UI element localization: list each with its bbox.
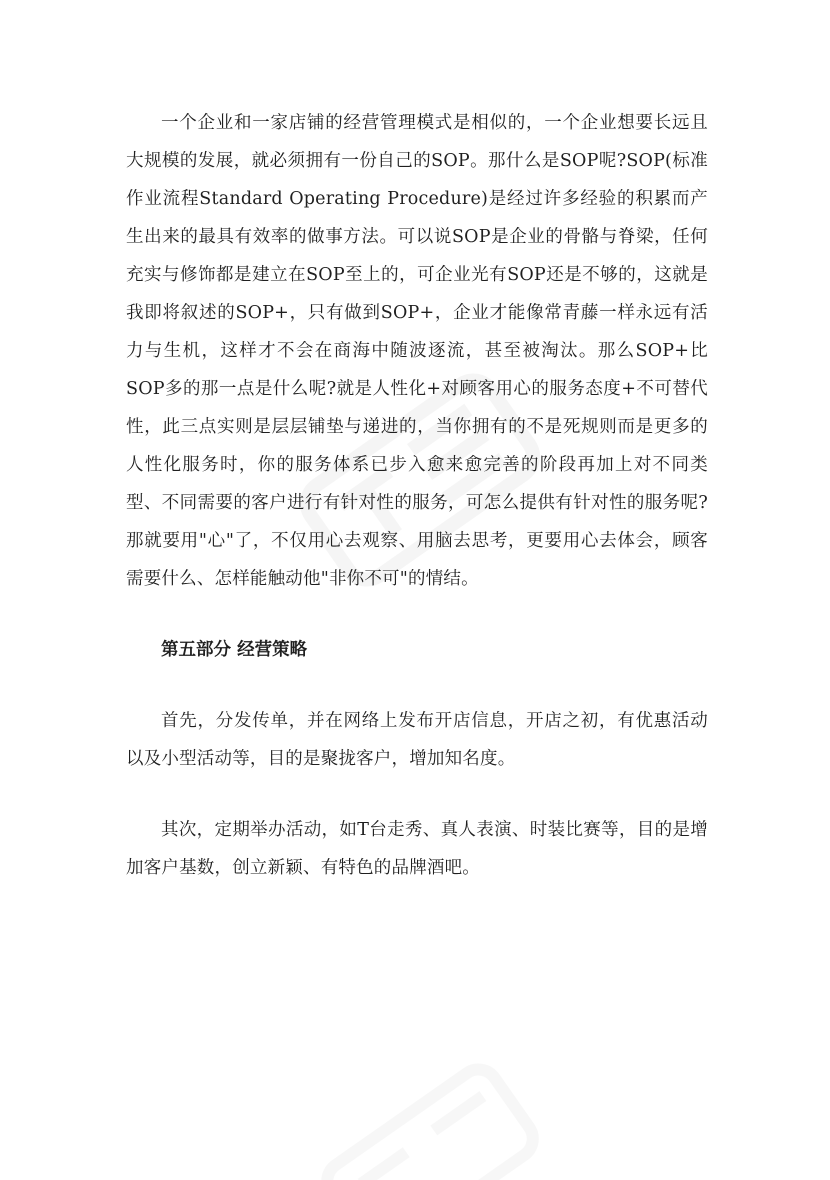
- body-paragraph-sop: 一个企业和一家店铺的经营管理模式是相似的，一个企业想要长远且大规模的发展，就必须拥有一份自己的SOP。那什么是SOP呢?SOP(标准作业流程Standard Operating Procedure)是经过许多经验的积累而产生出来的最具有效率的做事方法。可以说SOP是企业的骨骼与脊梁，任何充实与修饰都是建立在SOP至上的，可企业光有SOP还是不够的，这就是我即将叙述的SOP+，只有做到SOP+，企业才能像常青藤一样永远有活力与生机，这样才不会在商海中随波逐流，甚至被淘汰。那么SOP+比SOP多的那一点是什么呢?就是人性化+对顾客用心的服务态度+不可替代性，此三点实则是层层铺垫与递进的，当你拥有的不是死规则而是更多的人性化服务时，你的服务体系已步入愈来愈完善的阶段再加上对不同类型、不同需要的客户进行有针对性的服务，可怎么提供有针对性的服务呢?那就要用"心"了，不仅用心去观察、用脑去思考，更要用心去体会，顾客需要什么、怎样能触动他"非你不可"的情结。: [126, 113, 708, 589]
- section-heading: 第五部分 经营策略: [161, 640, 308, 660]
- document-body: [126, 104, 708, 887]
- body-paragraph-strategy-first: 首先，分发传单，并在网络上发布开店信息，开店之初，有优惠活动以及小型活动等，目的是聚拢客户，增加知名度。: [126, 711, 708, 769]
- watermark-bottom-icon: [300, 1040, 560, 1180]
- body-paragraph-strategy-second: 其次，定期举办活动，如T台走秀、真人表演、时装比赛等，目的是增加客户基数，创立新颖、有特色的品牌酒吧。: [126, 820, 708, 878]
